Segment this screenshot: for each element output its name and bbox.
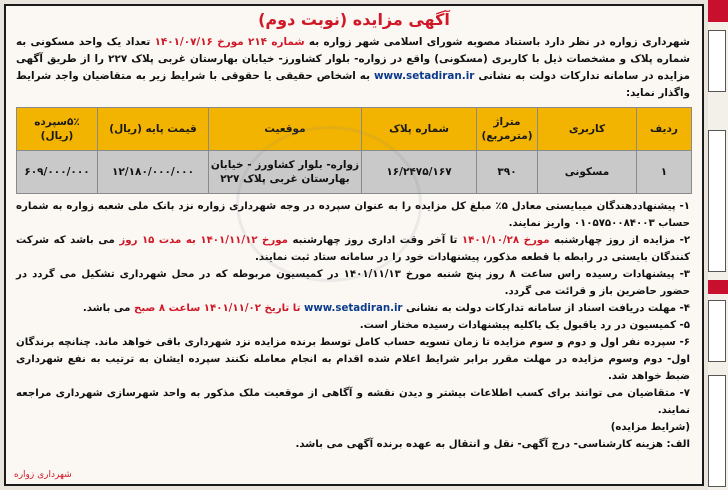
- condition-text: می باشد که شرکت کنندگان بایستی در رابطه با قطعه مذکور، پیشنهادات خود را در سامانه ستاد ثبت نمایند.: [16, 235, 690, 263]
- deadline: تا تاریخ ۱۴۰۱/۱۱/۰۲ ساعت ۸ صبح: [133, 303, 301, 314]
- intro-text: تعداد یک واحد مسکونی به شماره پلاک و مشخصات ذیل با کاربری (مسکونی) واقع در زواره- بلوار کشاورز- خیابان بهارستان غربی پلاک ۲۲۷ را از طریق آگهی مزایده در سامانه تدارکات دولت به نشانی: [16, 36, 690, 82]
- header-row-number: ردیف: [637, 108, 692, 151]
- intro-text: به اشخاص حقیقی یا حقوقی با شرایط زیر به متقاضیان واجد شرایط واگذار نماید:: [16, 70, 690, 99]
- intro-text: شهرداری زواره در نظر دارد باستناد مصوبه شورای اسلامی شهر زواره به: [308, 36, 691, 48]
- condition-7: ۷- متقاضیان می توانند برای کسب اطلاعات بیشتر و دیدن نقشه و آگاهی از موقعیت ملک مذکور به واحد شهرسازی شهرداری مراجعه نمایند.: [16, 388, 690, 416]
- notice-title: آگهی مزایده (نوبت دوم): [258, 10, 450, 29]
- condition-text: تا آخر وقت اداری روز چهارشنبه: [292, 235, 458, 246]
- auction-notice: [4, 4, 704, 486]
- start-date: مورخ ۱۴۰۱/۱۰/۲۸: [461, 235, 550, 246]
- cell-area: ۳۹۰: [477, 151, 538, 194]
- condition-1: ۱- پیشنهاددهندگان میبایستی معادل ۵٪ مبلغ کل مزایده را به عنوان سپرده در وجه شهرداری زواره نزد بانک ملی شعبه زواره به شماره حساب ۰۱۰۵۷۵۰۰۸۴۰۰۳ واریز نمایند.: [16, 201, 690, 229]
- condition-text: ۴- مهلت دریافت اسناد از سامانه تدارکات دولت به نشانی: [406, 303, 690, 314]
- cell-deposit: ۶۰۹/۰۰۰/۰۰۰: [17, 151, 98, 194]
- header-usage: کاربری: [538, 108, 637, 151]
- cell-location: زواره- بلوار کشاورز - خیابان بهارستان غربی پلاک ۲۲۷: [209, 151, 362, 194]
- adjacent-box: [708, 30, 726, 92]
- adjacent-box: [708, 375, 726, 487]
- header-area: متراژ (مترمربع): [477, 108, 538, 151]
- adjacent-red-band: [708, 280, 728, 294]
- signature: شهرداری زواره: [14, 470, 72, 480]
- adjacent-box: [708, 300, 726, 362]
- website-link[interactable]: www.setadiran.ir: [373, 70, 475, 82]
- condition-6: ۶- سپرده نفر اول و دوم و سوم مزایده تا زمان تسویه حساب کامل توسط برنده مزایده نزد شهرداری باقی خواهد ماند. چنانچه برندگان اول- دوم وسوم مزایده در مهلت مقرر برابر شرایط اعلام شده اقدام به انجام معامله نکنند سپرده ایشان به ترتیب به نفع شهرداری ضبط خواهد شد.: [16, 337, 690, 382]
- resolution-number: شماره ۲۱۴ مورخ ۱۴۰۱/۰۷/۱۶: [154, 36, 305, 48]
- watermark-seal: [236, 126, 422, 282]
- adjacent-page-strip: [708, 0, 728, 490]
- condition-text: می باشد.: [82, 303, 131, 314]
- condition-3: ۳- پیشنهادات رسیده راس ساعت ۸ روز پنج شنبه مورخ ۱۴۰۱/۱۱/۱۳ در کمیسیون مربوطه که در محل شهرداری تشکیل می گردد در حضور حاضرین باز و قرائت می گردد.: [16, 269, 691, 297]
- header-location: موقعیت: [209, 108, 362, 151]
- cell-row-number: ۱: [637, 151, 692, 194]
- cell-plate: ۱۶/۲۴۷۵/۱۶۷: [362, 151, 477, 194]
- notice-intro: [6, 34, 702, 102]
- adjacent-box: [708, 130, 726, 272]
- conditions-heading: (شرایط مزایده): [610, 422, 690, 433]
- condition-4: [16, 300, 690, 317]
- header-base-price: قیمت پایه (ریال): [98, 108, 209, 151]
- header-plate: شماره پلاک: [362, 108, 477, 151]
- condition-a: الف: هزینه کارشناسی- درج آگهی- نقل و انتقال به عهده برنده آگهی می باشد.: [295, 439, 690, 450]
- adjacent-red-band: [708, 0, 728, 22]
- condition-text: ۲- مزایده از روز چهارشنبه: [554, 235, 691, 246]
- end-date: مورخ ۱۴۰۱/۱۱/۱۲ به مدت ۱۵ روز: [119, 235, 288, 246]
- cell-usage: مسکونی: [538, 151, 637, 194]
- website-link[interactable]: www.setadiran.ir: [303, 303, 403, 314]
- header-deposit: ۵٪سپرده (ریال): [17, 108, 98, 151]
- cell-base-price: ۱۲/۱۸۰/۰۰۰/۰۰۰: [98, 151, 209, 194]
- condition-5: ۵- کمیسیون در رد یاقبول یک یاکلیه پیشنهادات رسیده مختار است.: [359, 320, 690, 331]
